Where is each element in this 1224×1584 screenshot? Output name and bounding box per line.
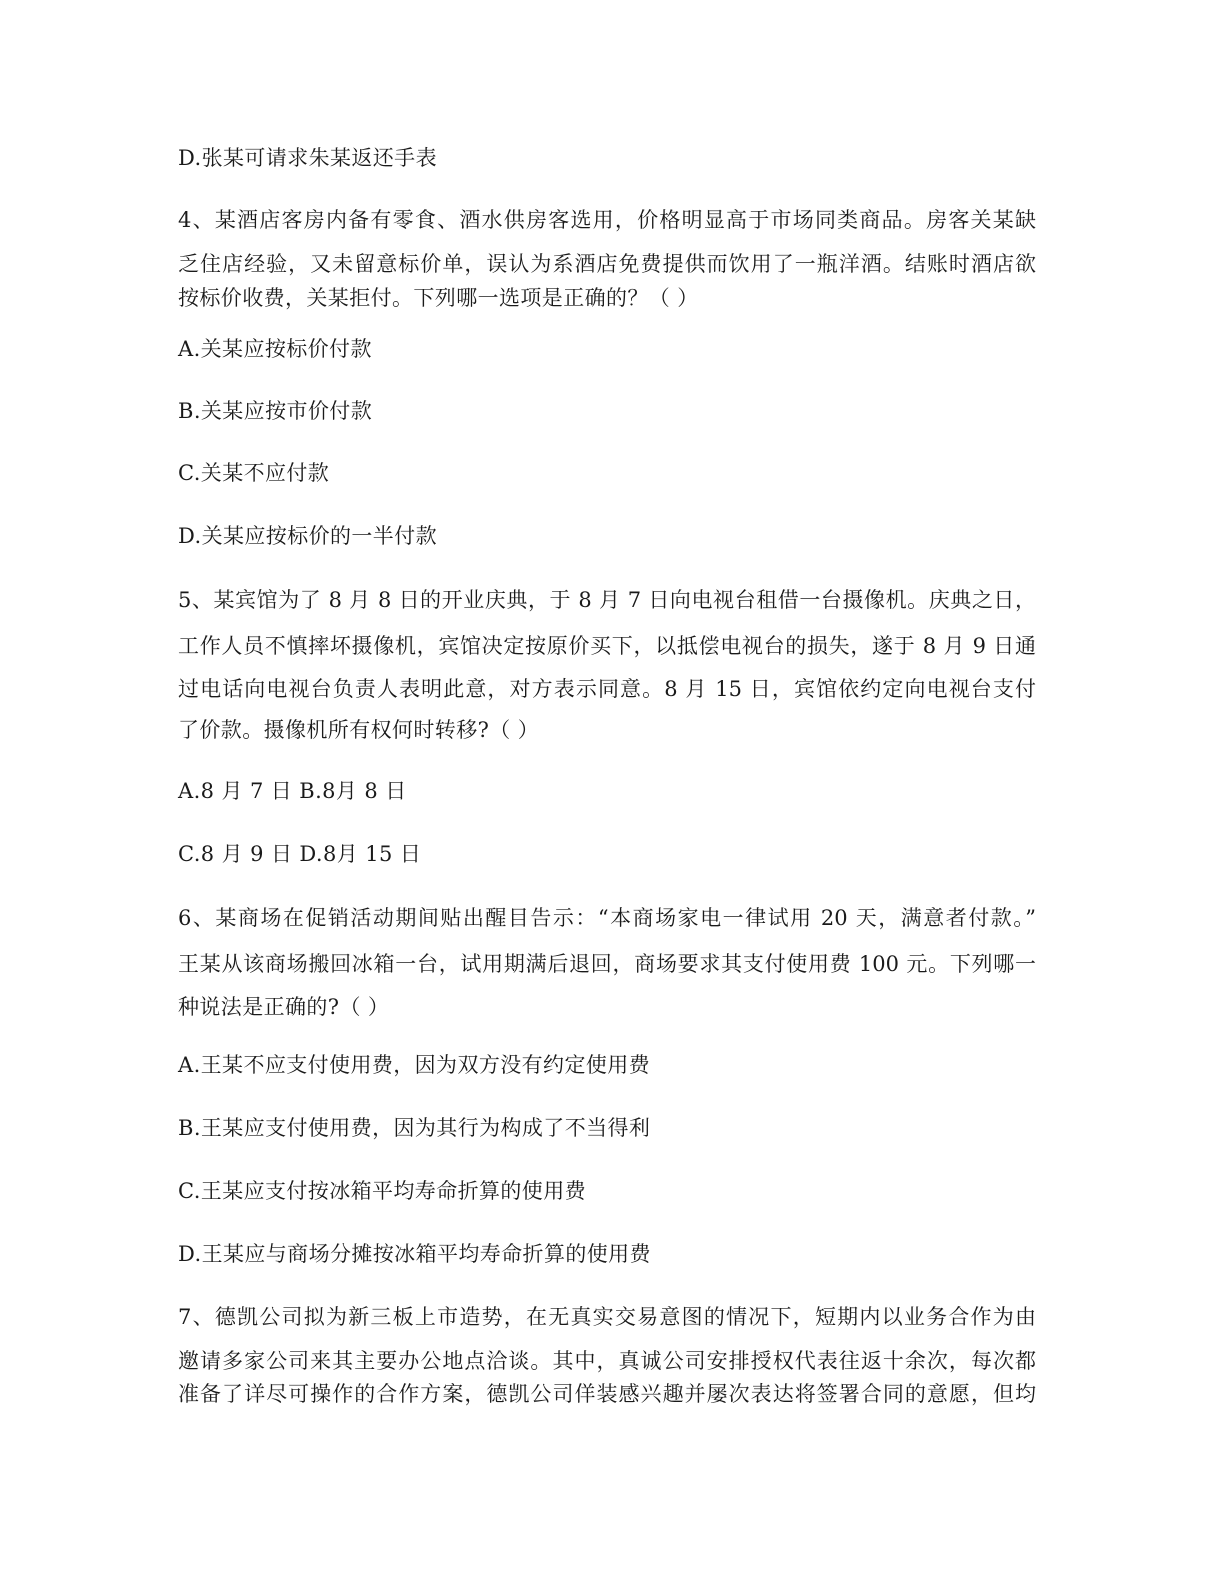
q6-stem-line-2: 王某从该商场搬回冰箱一台，试用期满后退回，商场要求其支付使用费 100 元。下列哪一 [178,952,1036,976]
q5-stem-line-1: 5、某宾馆为了 8 月 8 日的开业庆典，于 8 月 7 日向电视台租借一台摄像机。庆典之日， [178,588,1036,612]
q4-option-d: D.关某应按标价的一半付款 [178,524,437,548]
q6-option-a: A.王某不应支付使用费，因为双方没有约定使用费 [178,1053,651,1077]
q5-options-row-2: C.8 月 9 日 D.8月 15 日 [178,842,422,866]
q6-stem-line-1: 6、某商场在促销活动期间贴出醒目告示：“本商场家电一律试用 20 天，满意者付款。” [178,906,1036,930]
document-page [178,0,1038,1584]
q6-option-d: D.王某应与商场分摊按冰箱平均寿命折算的使用费 [178,1242,651,1266]
q4-option-b: B.关某应按市价付款 [178,399,373,423]
q4-stem-line-2: 乏住店经验，又未留意标价单，误认为系酒店免费提供而饮用了一瓶洋酒。结账时酒店欲 [178,252,1036,276]
q7-stem-line-1: 7、德凯公司拟为新三板上市造势，在无真实交易意图的情况下，短期内以业务合作为由 [178,1305,1036,1329]
q7-stem-line-3: 准备了详尽可操作的合作方案，德凯公司佯装感兴趣并屡次表达将签署合同的意愿，但均 [178,1382,1036,1406]
q5-stem-line-2: 工作人员不慎摔坏摄像机，宾馆决定按原价买下，以抵偿电视台的损失，遂于 8 月 9 日通 [178,634,1036,658]
q5-stem-line-4: 了价款。摄像机所有权何时转移?（ ） [178,718,540,742]
q4-option-c: C.关某不应付款 [178,461,330,485]
prev-question-option-d: D.张某可请求朱某返还手表 [178,146,437,170]
q4-option-a: A.关某应按标价付款 [178,337,372,361]
q7-stem-line-2: 邀请多家公司来其主要办公地点洽谈。其中，真诚公司安排授权代表往返十余次，每次都 [178,1349,1036,1373]
q4-stem-line-1: 4、某酒店客房内备有零食、酒水供房客选用，价格明显高于市场同类商品。房客关某缺 [178,208,1036,232]
q5-stem-line-3: 过电话向电视台负责人表明此意，对方表示同意。8 月 15 日，宾馆依约定向电视台支付 [178,677,1036,701]
q6-option-c: C.王某应支付按冰箱平均寿命折算的使用费 [178,1179,586,1203]
q4-stem-line-3: 按标价收费，关某拒付。下列哪一选项是正确的？（ ） [178,286,699,310]
q5-options-row-1: A.8 月 7 日 B.8月 8 日 [178,779,407,803]
q6-stem-line-3: 种说法是正确的?（ ） [178,995,390,1019]
q6-option-b: B.王某应支付使用费，因为其行为构成了不当得利 [178,1116,651,1140]
